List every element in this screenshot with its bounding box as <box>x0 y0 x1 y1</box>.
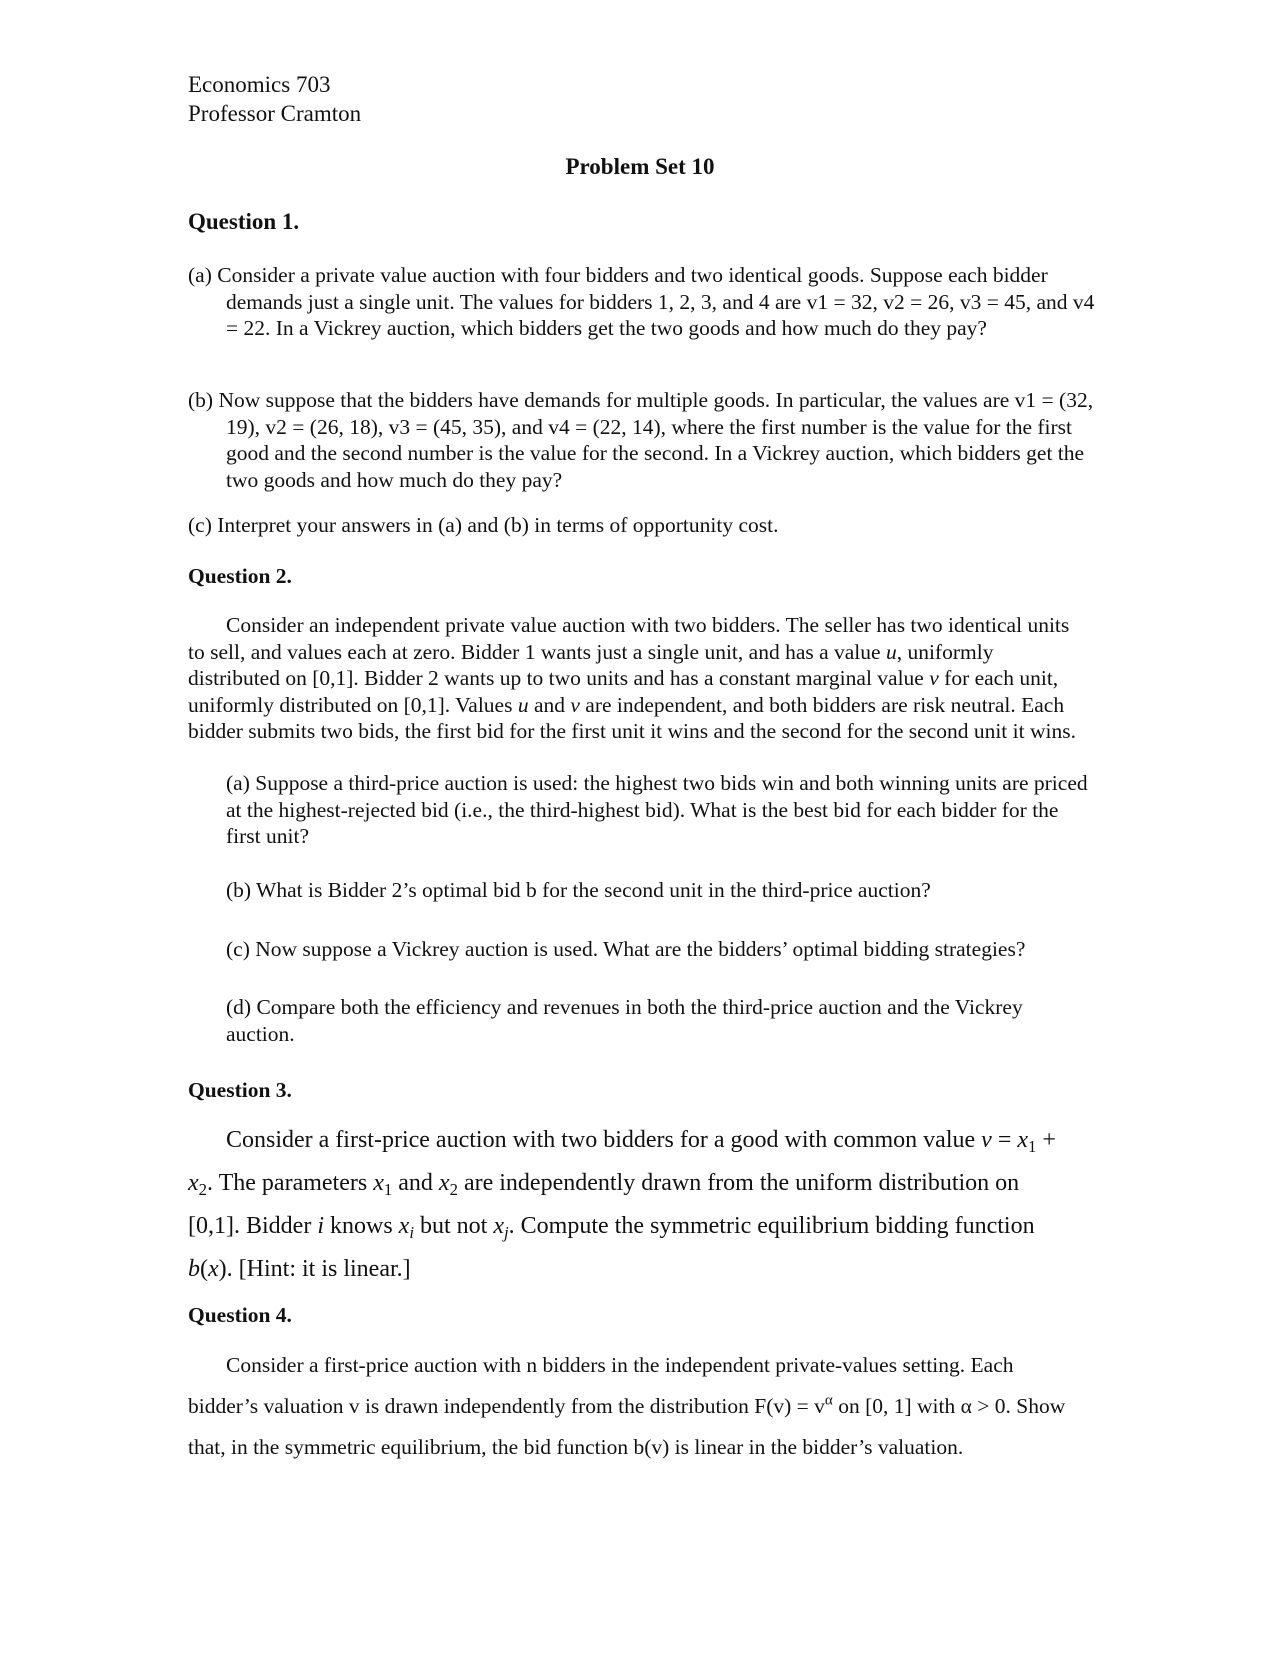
course-name: Economics 703 <box>188 72 331 97</box>
question-2-intro: Consider an independent private value auction with two bidders. The seller has two identical units to sell, and values each at zero. Bidder 1 wants just a single unit, and has a value u, uniformly distributed on [0,1]. Bidder 2 wants up to two units and has a constant marginal value v for each unit, uniformly distributed on [0,1]. Values u and v are independent, and both bidders are risk neutral. Each bidder submits two bids, the first bid for the first unit it wins and the second for the second unit it wins. <box>188 613 1076 743</box>
question-4-heading: Question 4. <box>188 1303 292 1327</box>
page-title: Problem Set 10 <box>565 154 715 179</box>
question-2-part-b: (b) What is Bidder 2’s optimal bid b for the second unit in the third-price auction? <box>226 878 931 902</box>
question-2-part-a: (a) Suppose a third-price auction is used: the highest two bids win and both winning units are priced at the highest-rejected bid (i.e., the third-highest bid). What is the best bid for each bidder for the first unit? <box>226 771 1088 848</box>
question-1-part-b: (b) Now suppose that the bidders have demands for multiple goods. In particular, the values are v1 = (32, 19), v2 = (26, 18), v3 = (45, 35), and v4 = (22, 14), where the first number is the value for the first good and the second number is the value for the second. In a Vickrey auction, which bidders get the two goods and how much do they pay? <box>188 388 1094 492</box>
question-1-part-a: (a) Consider a private value auction with four bidders and two identical goods. Suppose each bidder demands just a single unit. The values for bidders 1, 2, 3, and 4 are v1 = 32, v2 = 26, v3 = 45, and v4 = 22. In a Vickrey auction, which bidders get the two goods and how much do they pay? <box>188 263 1095 340</box>
professor-name: Professor Cramton <box>188 101 362 126</box>
question-2-heading: Question 2. <box>188 564 292 588</box>
question-2-part-d: (d) Compare both the efficiency and revenues in both the third-price auction and the Vickrey auction. <box>226 995 1023 1046</box>
question-4-body: Consider a first-price auction with n bidders in the independent private-values setting. Each bidder’s valuation v is drawn independently from the distribution $F(v) = v^\alpha$ on [0, 1] with α > 0. Show that, in the symmetric equilibrium, the bid function b(v) is linear in the bidder’s valuation. <box>188 1353 1066 1459</box>
question-1-heading: Question 1. <box>188 209 300 234</box>
question-3-heading: Question 3. <box>188 1078 292 1102</box>
question-3-body: Consider a first-price auction with two bidders for a good with common value $v = x_1 + x_2$. The parameters $x_1$ and $x_2$ are independently drawn from the uniform distribution on [0,1]. Bidder i knows $x_i$ but not $x_j$. Compute the symmetric equilibrium bidding function b(x). [Hint: it is linear.] <box>188 1127 1056 1282</box>
question-2-part-c: (c) Now suppose a Vickrey auction is used. What are the bidders’ optimal bidding strategies? <box>226 937 1026 961</box>
question-1-part-c: (c) Interpret your answers in (a) and (b) in terms of opportunity cost. <box>188 513 779 537</box>
